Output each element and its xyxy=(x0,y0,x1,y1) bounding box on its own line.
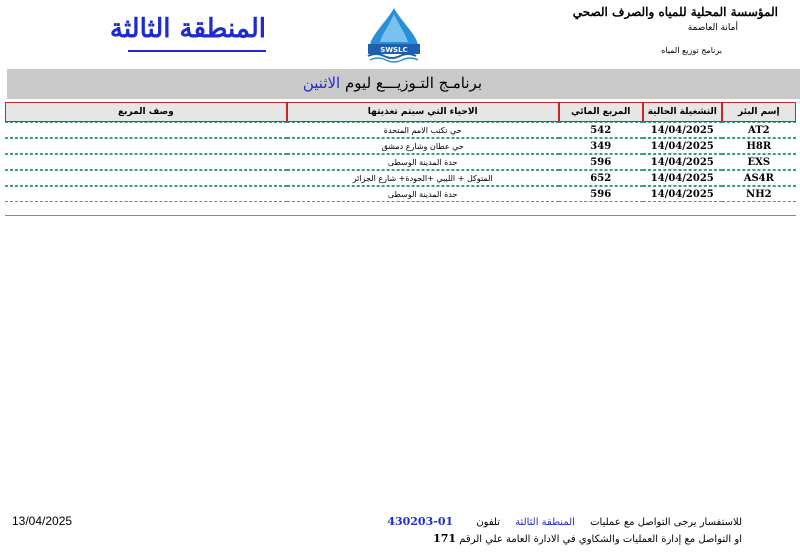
cell-well: AT2 xyxy=(722,122,796,138)
cell-volume: 652 xyxy=(559,170,643,186)
cell-description xyxy=(5,138,287,154)
column-header-date: التشغيلة الحالية xyxy=(643,102,722,122)
cell-areas: حدة المدينة الوسطى xyxy=(287,154,559,170)
footer-complaints: او التواصل مع إدارة العمليات والشكاوي في الادارة العامة علي الرقم xyxy=(459,534,742,545)
footer-contact-line xyxy=(387,515,742,528)
table-row xyxy=(5,138,796,154)
column-header-description: وصف المربع xyxy=(5,102,287,122)
cell-description xyxy=(5,186,287,202)
table-row xyxy=(5,186,796,202)
cell-date: 14/04/2025 xyxy=(643,122,722,138)
program-label: برنامج توزيع المياه xyxy=(661,46,722,55)
report-date: 13/04/2025 xyxy=(12,514,73,528)
cell-date: 14/04/2025 xyxy=(643,154,722,170)
cell-areas: حدة المدينة الوسطى xyxy=(287,186,559,202)
cell-volume: 349 xyxy=(559,138,643,154)
zone-title-underline xyxy=(128,50,266,52)
cell-date: 14/04/2025 xyxy=(643,186,722,202)
banner-day-label: ليوم xyxy=(345,74,372,92)
svg-text:SWSLC: SWSLC xyxy=(380,46,408,54)
zone-title: المنطقة الثالثة xyxy=(109,14,266,44)
cell-areas: حي تكتب الامم المتحدة xyxy=(287,122,559,138)
cell-well: H8R xyxy=(722,138,796,154)
distribution-table xyxy=(5,102,796,202)
table-row xyxy=(5,170,796,186)
cell-volume: 542 xyxy=(559,122,643,138)
organization-name: المؤسسة المحلية للمياه والصرف الصحي xyxy=(572,5,778,19)
table-bottom-rule xyxy=(5,215,796,216)
organization-subtitle: أمانة العاصمة xyxy=(687,23,738,33)
cell-date: 14/04/2025 xyxy=(643,138,722,154)
column-header-areas: الاحياء التي سيتم تغذيتها xyxy=(287,102,559,122)
cell-description xyxy=(5,122,287,138)
table-header-row xyxy=(5,102,796,122)
banner-prefix: برنامـج التـوزيـــع xyxy=(375,74,482,92)
table-row xyxy=(5,154,796,170)
footer-zone: المنطقة الثالثة xyxy=(515,517,575,528)
footer-phone-label: تلفون xyxy=(476,517,500,528)
cell-description xyxy=(5,170,287,186)
cell-volume: 596 xyxy=(559,154,643,170)
cell-date: 14/04/2025 xyxy=(643,170,722,186)
column-header-well: إسم البئر xyxy=(722,102,796,122)
cell-well: NH2 xyxy=(722,186,796,202)
cell-description xyxy=(5,154,287,170)
cell-areas: المتوكل + الليبي +الجودة+ شارع الجزائر xyxy=(287,170,559,186)
footer-phone: 01-430203 xyxy=(387,515,454,528)
banner-day: الاثنين xyxy=(302,74,341,92)
cell-well: EXS xyxy=(722,154,796,170)
column-header-volume: المربع المائي xyxy=(559,102,643,122)
cell-volume: 596 xyxy=(559,186,643,202)
footer-complaints-line xyxy=(433,532,742,545)
footer-inquiry: للاستفسار يرجى التواصل مع عمليات xyxy=(590,517,742,528)
cell-areas: حي عطان وشارع دمشق xyxy=(287,138,559,154)
schedule-banner-title xyxy=(303,74,482,92)
footer-complaints-number: 171 xyxy=(433,532,457,545)
cell-well: AS4R xyxy=(722,170,796,186)
water-drop-logo-icon xyxy=(358,6,430,64)
table-row xyxy=(5,122,796,138)
